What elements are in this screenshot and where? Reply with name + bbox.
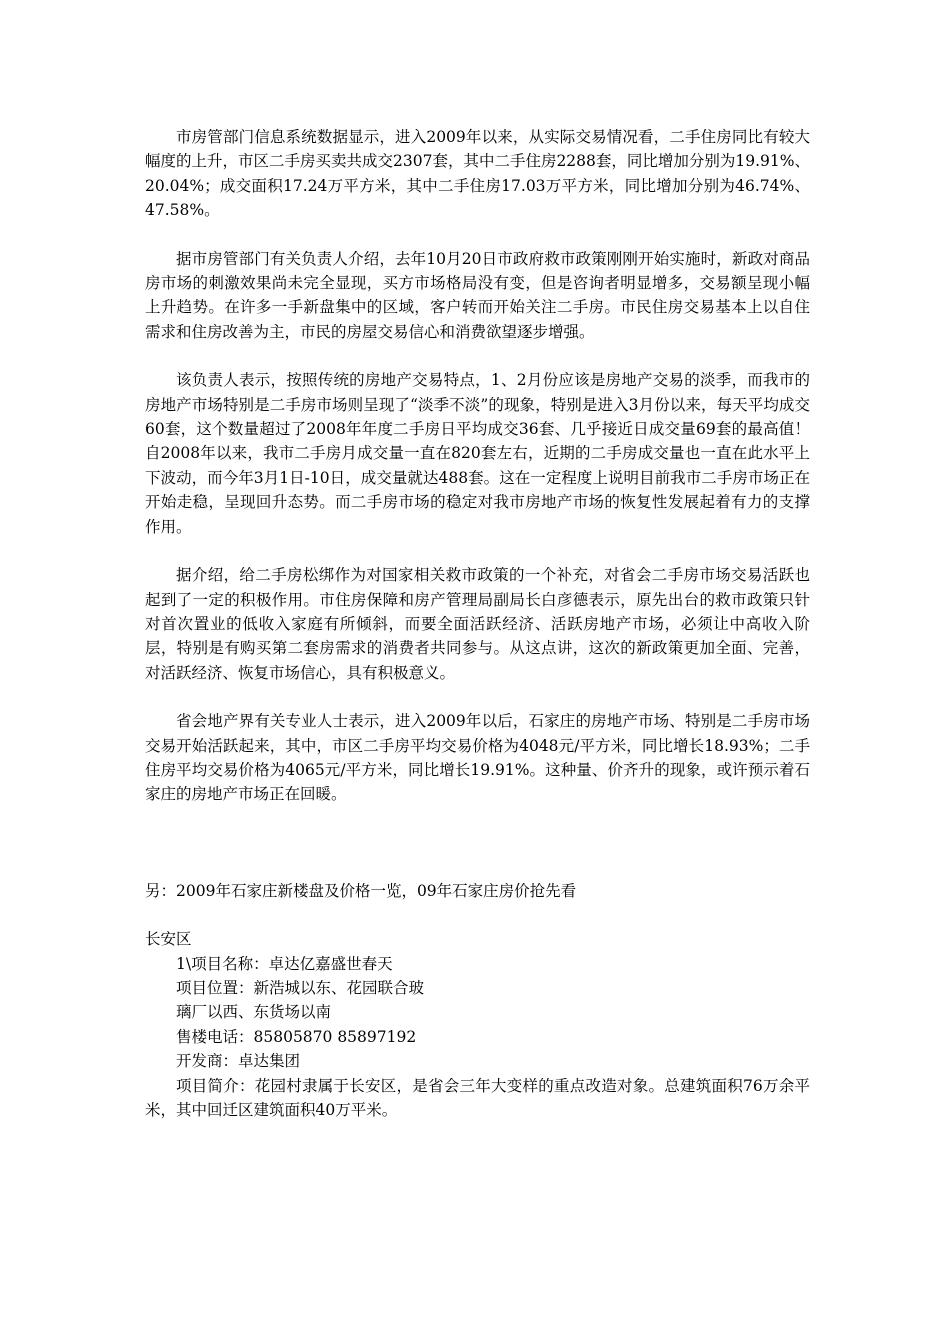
project-name: 1\项目名称：卓达亿嘉盛世春天 — [176, 954, 393, 973]
paragraph-gap — [145, 539, 810, 563]
project-location-continued: 璃厂以西、东货场以南 — [176, 1003, 332, 1022]
district-label: 长安区 — [145, 930, 192, 949]
document-page — [145, 125, 810, 1122]
paragraph-gap — [145, 685, 810, 709]
paragraph-5: 省会地产界有关专业人士表示，进入2009年以后，石家庄的房地产市场、特别是二手房市场交易开始活跃起来，其中，市区二手房平均交易价格为4048元/平方米，同比增长18.93%；二手住房平均交易价格为4065元/平方米，同比增长19.91%。这种量、价齐升的现象，或许预示着石家庄的房地产市场正在回暖。 — [145, 712, 810, 804]
project-intro: 项目简介：花园村隶属于长安区，是省会三年大变样的重点改造对象。总建筑面积76万余平米，其中回迁区建筑面积40万平米。 — [145, 1076, 810, 1119]
paragraph-3: 该负责人表示，按照传统的房地产交易特点，1、2月份应该是房地产交易的淡季，而我市的房地产市场特别是二手房市场则呈现了“淡季不淡”的现象，特别是进入3月份以来，每天平均成交60套，这个数量超过了2008年年度二手房日平均成交36套、几乎接近日成交量69套的最高值！自2008年以来，我市二手房月成交量一直在820套左右，近期的二手房成交量也一直在此水平上下波动，而今年3月1日-10日，成交量就达488套。这在一定程度上说明目前我市二手房市场正在开始走稳，呈现回升态势。而二手房市场的稳定对我市房地产市场的恢复性发展起着有力的支撑作用。 — [145, 371, 810, 536]
paragraph-gap — [145, 903, 810, 927]
listing-heading: 另：2009年石家庄新楼盘及价格一览，09年石家庄房价抢先看 — [145, 881, 577, 900]
paragraph-4: 据介绍，给二手房松绑作为对国家相关救市政策的一个补充，对省会二手房市场交易活跃也起到了一定的积极作用。市住房保障和房产管理局副局长白彦德表示，原先出台的救市政策只针对首次置业的低收入家庭有所倾斜，而要全面活跃经济、活跃房地产市场，必须让中高收入阶层，特别是有购买第二套房需求的消费者共同参与。从这点讲，这次的新政策更加全面、完善，对活跃经济、恢复市场信心，具有积极意义。 — [145, 566, 810, 682]
developer: 开发商：卓达集团 — [176, 1052, 301, 1071]
project-location: 项目位置：新浩城以东、花园联合玻 — [176, 978, 425, 997]
paragraph-gap — [145, 344, 810, 368]
section-gap — [145, 807, 810, 879]
paragraph-1: 市房管部门信息系统数据显示，进入2009年以来，从实际交易情况看，二手住房同比有较大幅度的上升，市区二手房买卖共成交2307套，其中二手住房2288套，同比增加分别为19.91%、20.04%；成交面积17.24万平方米，其中二手住房17.03万平方米，同比增加分别为46.74%、47.58%。 — [145, 128, 810, 220]
sales-phone: 售楼电话：85805870 85897192 — [176, 1027, 417, 1046]
paragraph-2: 据市房管部门有关负责人介绍，去年10月20日市政府救市政策刚刚开始实施时，新政对商品房市场的刺激效果尚未完全显现，买方市场格局没有变，但是咨询者明显增多，交易额呈现小幅上升趋势。在许多一手新盘集中的区域，客户转而开始关注二手房。市民住房交易基本上以自住需求和住房改善为主，市民的房屋交易信心和消费欲望逐步增强。 — [145, 249, 810, 341]
paragraph-gap — [145, 223, 810, 247]
